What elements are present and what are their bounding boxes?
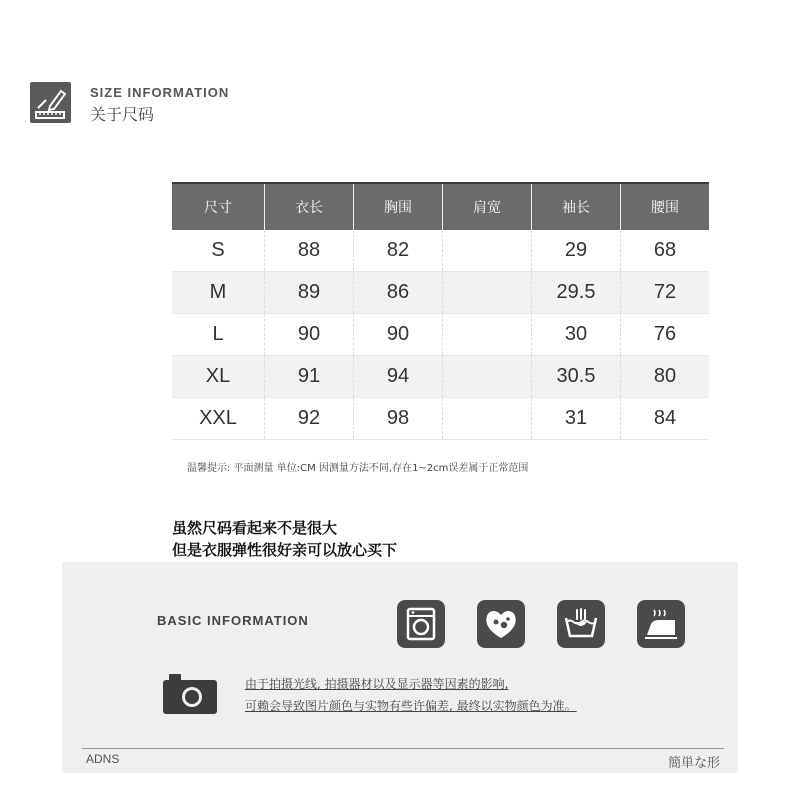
table-cell <box>443 356 532 398</box>
header-length: 衣长 <box>265 183 354 230</box>
washing-machine-icon <box>397 600 445 648</box>
iron-icon <box>637 600 685 648</box>
table-row <box>172 314 709 356</box>
table-cell: 29.5 <box>532 272 621 314</box>
hand-wash-icon <box>477 600 525 648</box>
header-sleeve: 袖长 <box>532 183 621 230</box>
table-cell: 30.5 <box>532 356 621 398</box>
footer-tagline: 簡単な形 <box>668 756 721 771</box>
table-cell: 68 <box>621 230 710 272</box>
slogan-line-1: 虽然尺码看起来不是很大 <box>172 519 338 537</box>
table-row <box>172 398 709 440</box>
size-table <box>172 182 709 440</box>
wash-basin-icon <box>557 600 605 648</box>
table-cell: 92 <box>265 398 354 440</box>
footer-brand: ADNS <box>86 752 120 766</box>
table-cell <box>443 314 532 356</box>
table-row <box>172 272 709 314</box>
table-cell: 88 <box>265 230 354 272</box>
header-waist: 腰围 <box>621 183 710 230</box>
color-note-line-2: 可赖会导致图片颜色与实物有些许偏差, 最终以实物颜色为准。 <box>245 699 577 713</box>
table-cell: 84 <box>621 398 710 440</box>
table-cell: S <box>172 230 265 272</box>
table-cell: 31 <box>532 398 621 440</box>
table-cell: 82 <box>354 230 443 272</box>
size-information-title: SIZE INFORMATION <box>90 85 230 100</box>
size-information-subtitle: 关于尺码 <box>90 105 155 124</box>
table-cell: M <box>172 272 265 314</box>
header-chest: 胸围 <box>354 183 443 230</box>
basic-information-title: BASIC INFORMATION <box>157 613 309 628</box>
table-cell: 72 <box>621 272 710 314</box>
table-cell: 90 <box>354 314 443 356</box>
table-cell: 76 <box>621 314 710 356</box>
table-cell: XL <box>172 356 265 398</box>
measurement-tip: 温馨提示: 平面测量 单位:CM 因测量方法不同,存在1~2cm误差属于正常范围 <box>187 463 529 474</box>
table-row <box>172 230 709 272</box>
footer-divider <box>82 748 724 749</box>
table-row <box>172 356 709 398</box>
table-cell: 98 <box>354 398 443 440</box>
basic-information-panel <box>62 562 738 773</box>
table-cell <box>443 398 532 440</box>
color-note-line-1: 由于拍摄光线, 拍摄器材以及显示器等因素的影响, <box>245 677 509 691</box>
size-table-header-row <box>172 183 709 230</box>
table-cell: 29 <box>532 230 621 272</box>
table-cell: 30 <box>532 314 621 356</box>
slogan-line-2: 但是衣服弹性很好亲可以放心买下 <box>172 541 398 559</box>
table-cell: 91 <box>265 356 354 398</box>
table-cell: 86 <box>354 272 443 314</box>
table-cell: 80 <box>621 356 710 398</box>
header-shoulder: 肩宽 <box>443 183 532 230</box>
ruler-pencil-icon <box>30 82 71 123</box>
table-cell <box>443 272 532 314</box>
camera-icon <box>163 672 217 714</box>
table-cell: 94 <box>354 356 443 398</box>
table-cell <box>443 230 532 272</box>
table-cell: XXL <box>172 398 265 440</box>
header-size: 尺寸 <box>172 183 265 230</box>
table-cell: 90 <box>265 314 354 356</box>
table-cell: L <box>172 314 265 356</box>
table-cell: 89 <box>265 272 354 314</box>
